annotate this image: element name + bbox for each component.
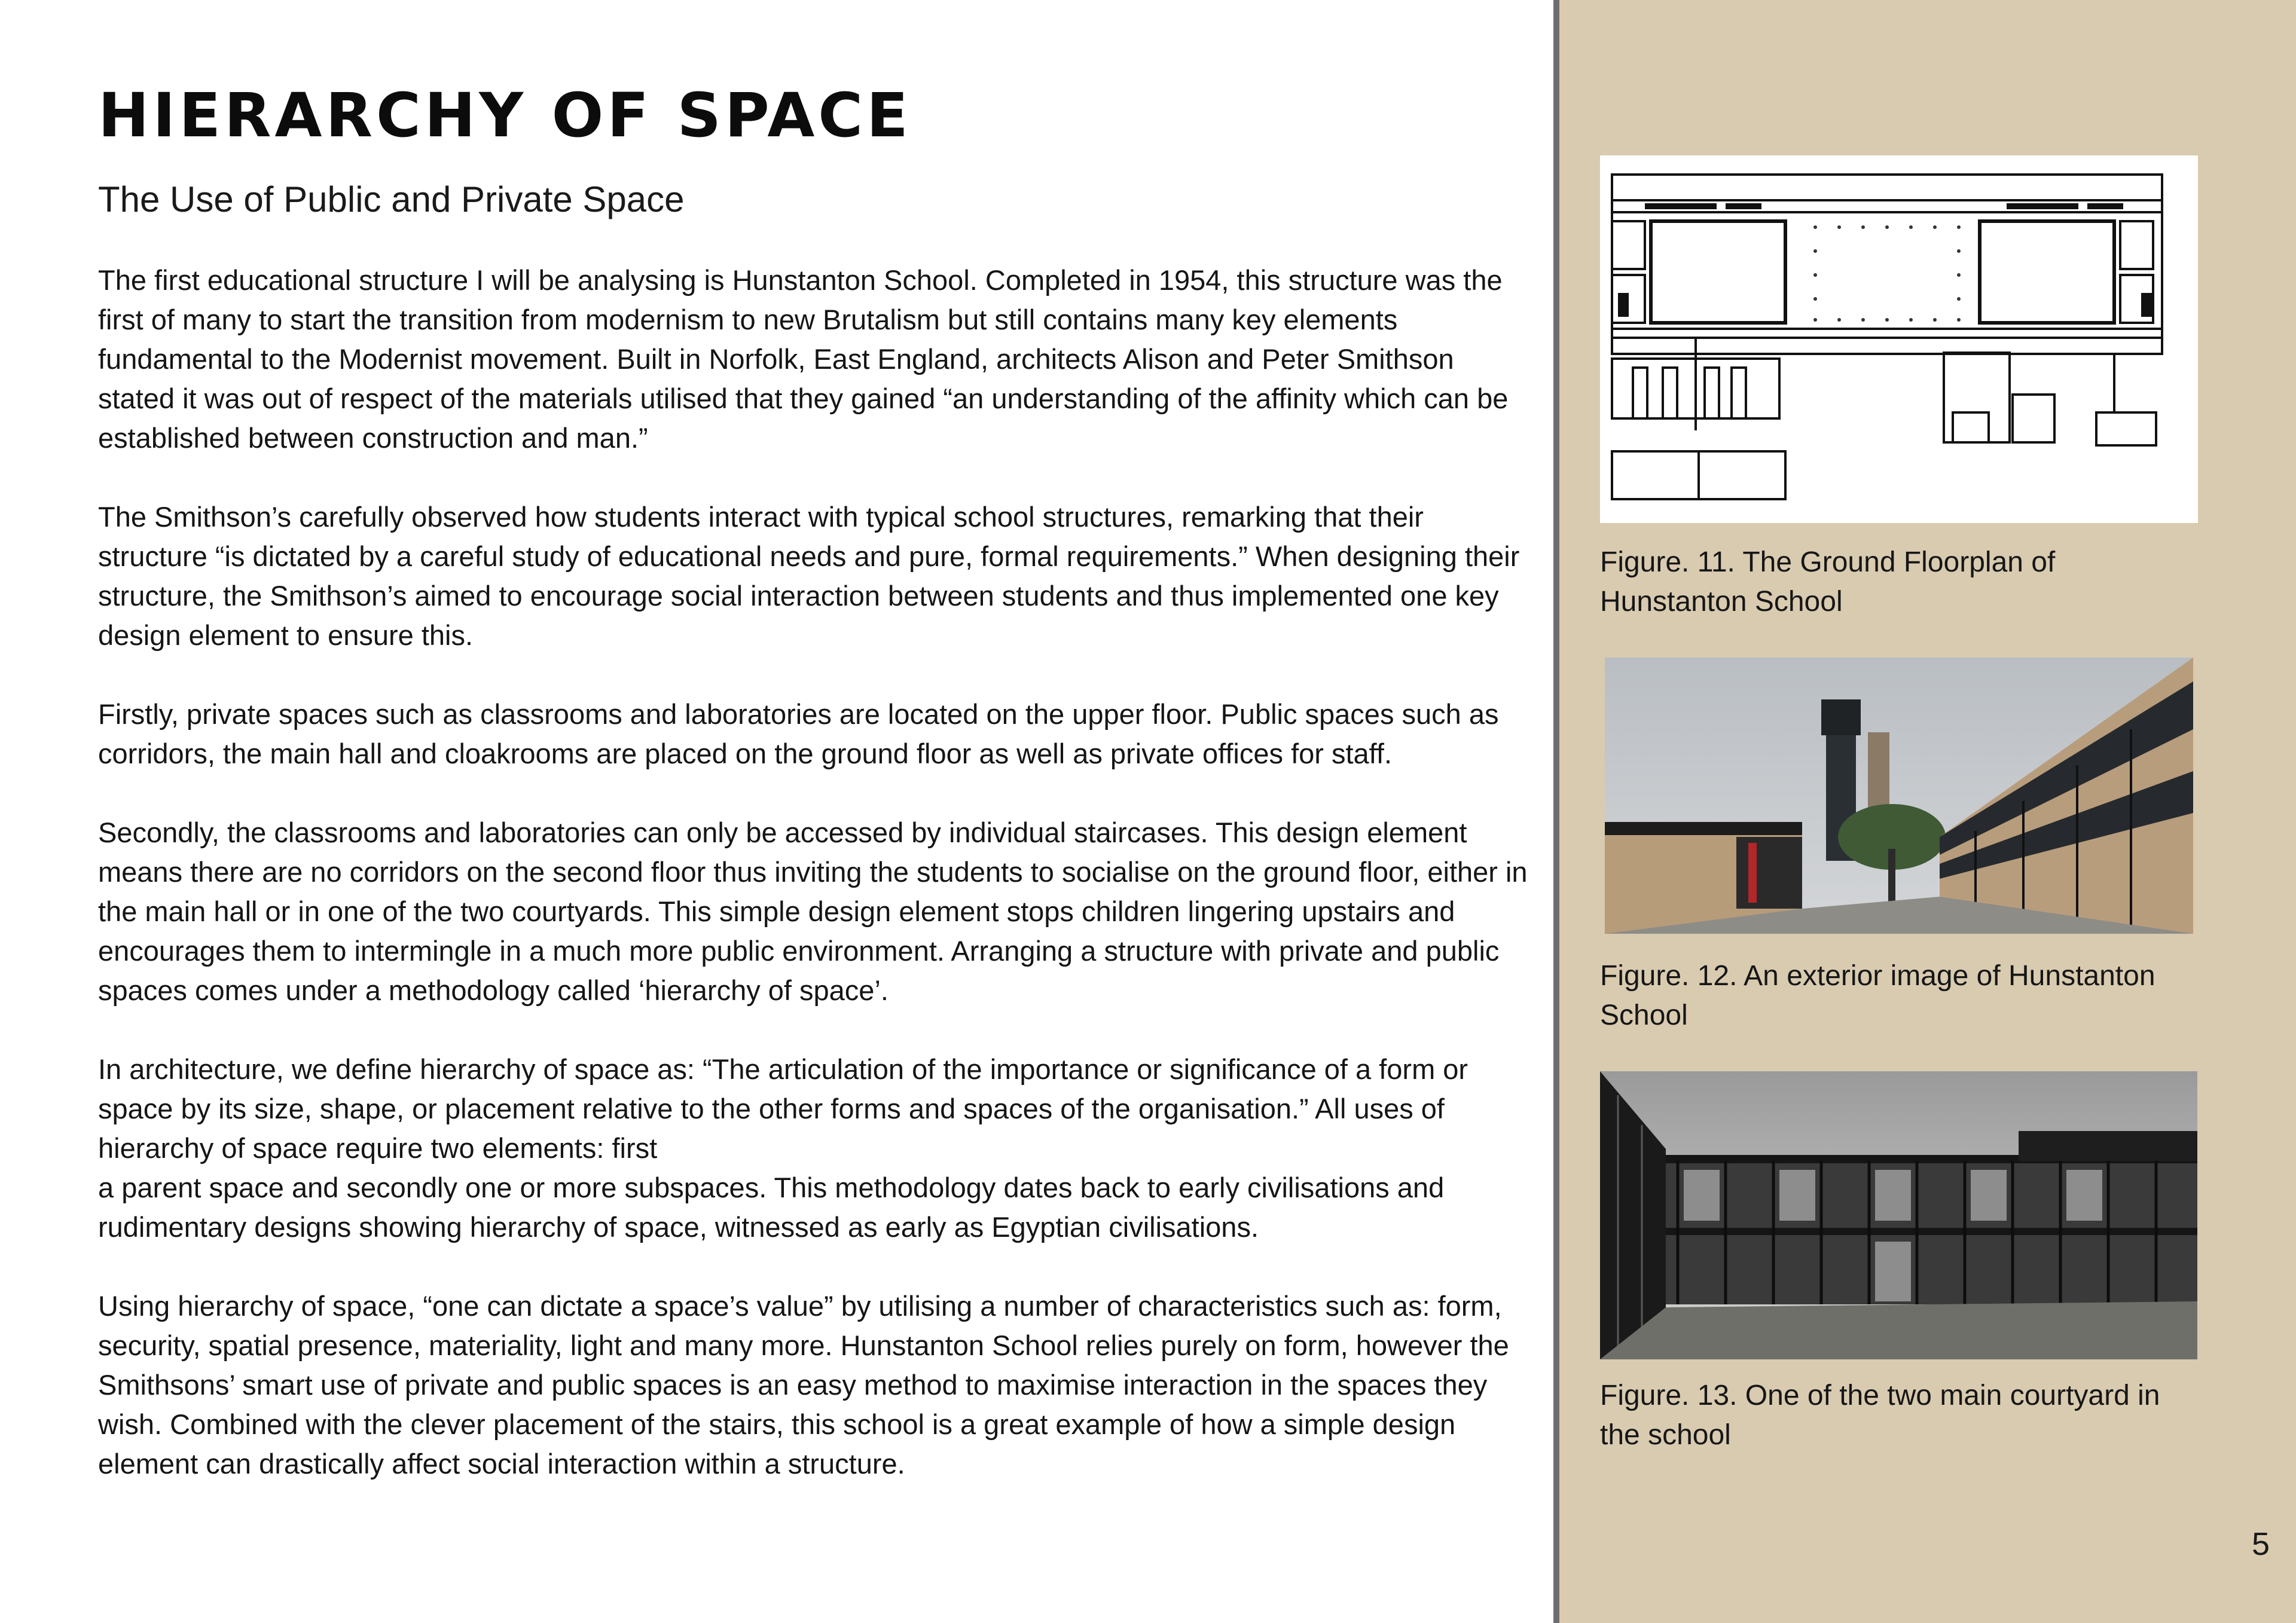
floorplan-image — [1600, 155, 2198, 523]
paragraph-4: Secondly, the classrooms and laboratories can only be accessed by individual staircases. This design element means there are no corridors on the second floor thus inviting the students to socialise on the ground floor, either in the main hall or in one of the two courtyards. This simple design element stops children lingering upstairs and encourages them to intermingle in a much more public environment. Arranging a structure with private and public spaces comes under a methodology called ‘hierarchy of space’. — [98, 817, 1528, 1006]
paragraph-1: The first educational structure I will be analysing is Hunstanton School. Completed in 1954, this structure was the first of many to start the transition from modernism to new Brutalism but still contains many key elements fundamental to the Modernist movement. Built in Norfolk, East England, architects Alison and Peter Smithson stated it was out of respect of the materials utilised that they gained “an understanding of the affinity which can be established between construction and man.” — [98, 264, 1509, 454]
paragraph-6: Using hierarchy of space, “one can dictate a space’s value” by utilising a number of characteristics such as: form, security, spatial presence, materiality, light and many more. Hunstanton School relies purely on form, however the Smithsons’ smart use of private and public spaces is an easy method to maximise interaction in the spaces they wish. Combined with the clever placement of the stairs, this school is a great example of how a simple design element can drastically affect social interaction within a structure. — [98, 1290, 1509, 1480]
exterior-scene — [1605, 658, 2193, 934]
column-divider — [1553, 0, 1559, 1623]
courtyard-scene — [1600, 1071, 2197, 1359]
figure-13-caption: Figure. 13. One of the two main courtyard in the school — [1600, 1380, 2160, 1451]
figure-12-caption: Figure. 12. An exterior image of Hunstanton School — [1600, 960, 2155, 1031]
figure-11-caption: Figure. 11. The Ground Floorplan of Hunstanton School — [1600, 546, 2056, 618]
page-subtitle: The Use of Public and Private Space — [98, 179, 685, 219]
courtyard-photo — [1600, 1071, 2197, 1359]
paragraph-2: The Smithson’s carefully observed how students interact with typical school structures, remarking that their structure “is dictated by a careful study of educational needs and pure, formal requirements.” When designing their structure, the Smithson’s aimed to encourage social interaction between students and thus implemented one key design element to ensure this. — [98, 501, 1520, 651]
page-number: 5 — [2251, 1526, 2270, 1562]
paragraph-5: In architecture, we define hierarchy of space as: “The articulation of the importance or significance of a form or space by its size, shape, or placement relative to the other forms and spaces of the organisation.” All uses of hierarchy of space require two elements: first a parent space and secondly one or more subspaces. This methodology dates back to early civilisations and rudimentary designs showing hierarchy of space, witnessed as early as Egyptian civilisations. — [98, 1053, 1468, 1243]
page-title: HIERARCHY OF SPACE — [98, 80, 912, 151]
exterior-photo — [1605, 658, 2193, 934]
floorplan-drawing — [1600, 155, 2198, 523]
body-text — [98, 261, 1533, 1523]
paragraph-3: Firstly, private spaces such as classrooms and laboratories are located on the upper floor. Public spaces such as corridors, the main hall and cloakrooms are placed on the ground floor as well as private offices for staff. — [98, 698, 1499, 769]
